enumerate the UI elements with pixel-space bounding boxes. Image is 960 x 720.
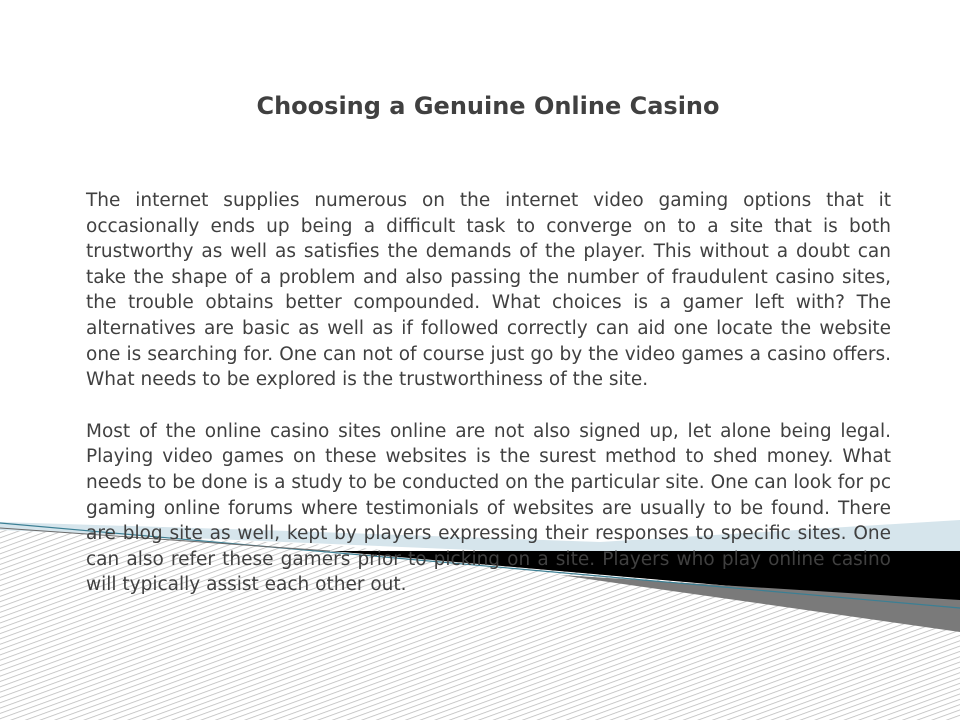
paragraph-1: The internet supplies numerous on the internet video gaming options that it occasionally ends up being a difficult task to converge on to a site that is both trustworthy as well as satisfies the demands of the player. This without a doubt can take the shape of a problem and also passing the number of fraudulent casino sites, the trouble obtains better compounded. What choices is a gamer left with? The alternatives are basic as well as if followed correctly can aid one locate the website one is searching for. One can not of course just go by the video games a casino offers. What needs to be explored is the trustworthiness of the site. — [86, 190, 891, 391]
paragraph-2: Most of the online casino sites online are not also signed up, let alone being legal. Playing video games on these websites is the surest method to shed money. What needs to be done is a study to be conducted on the particular site. One can look for pc gaming online forums where testimonials of websites are usually to be found. There are blog site as well, kept by players expressing their responses to specific sites. One can also refer these gamers prior to picking on a site. Players who play online casino will typically assist each other out. — [86, 420, 891, 596]
slide-body — [86, 188, 891, 624]
slide-title: Choosing a Genuine Online Casino — [256, 92, 720, 120]
